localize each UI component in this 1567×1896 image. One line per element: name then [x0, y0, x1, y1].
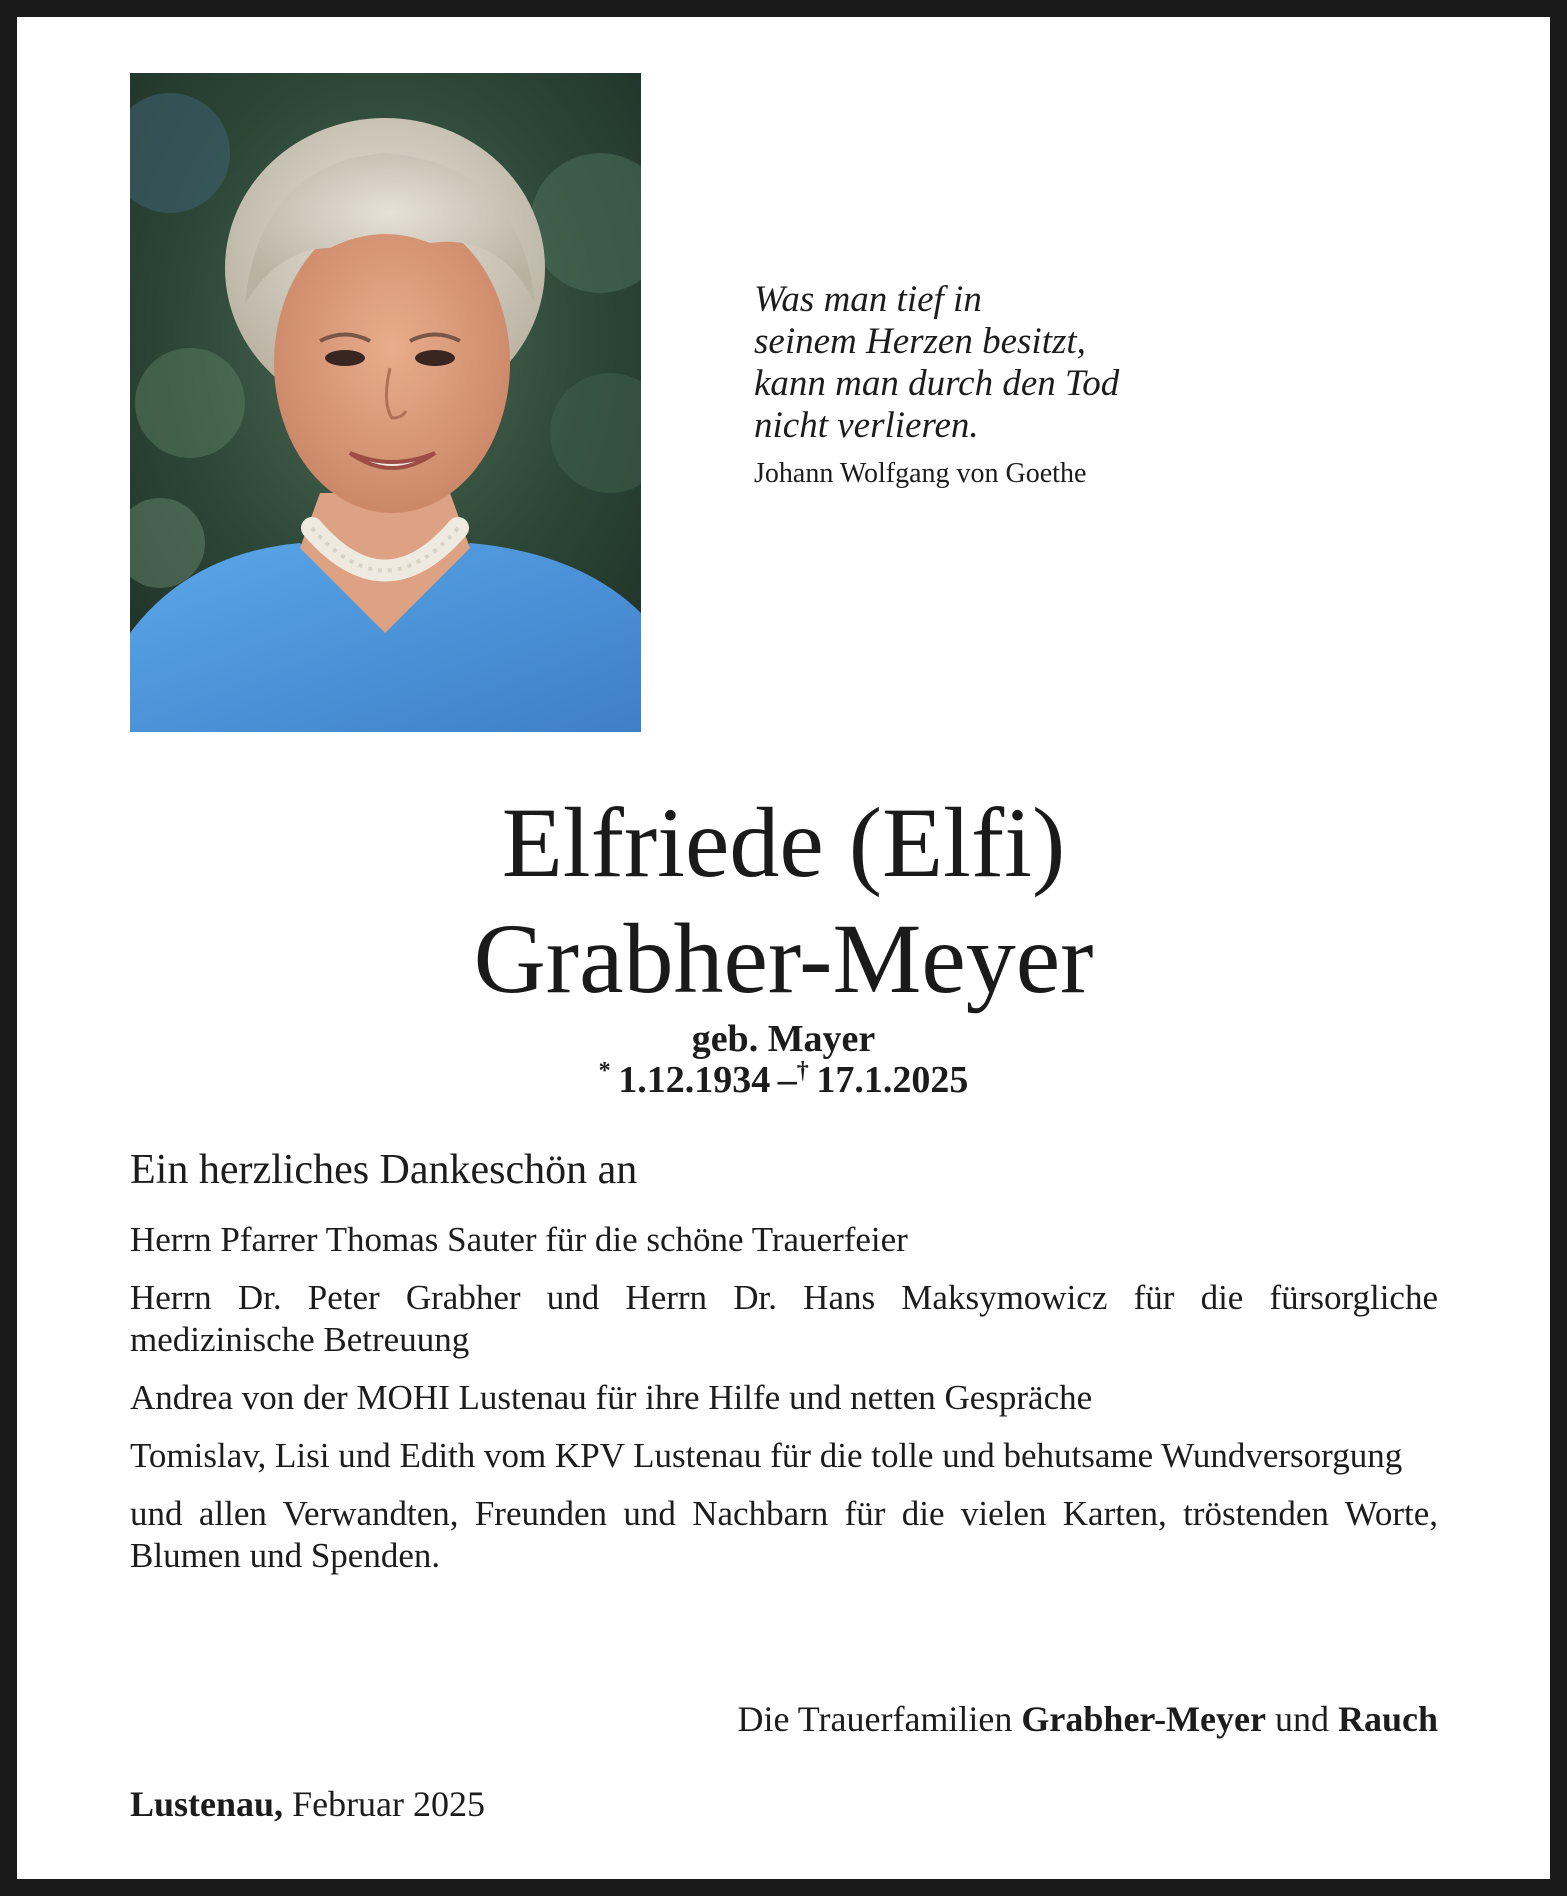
thanks-item: Tomislav, Lisi und Edith vom KPV Lustenau für die tolle und behutsame Wundversorgung — [130, 1436, 1403, 1475]
family-name: Rauch — [1337, 1699, 1438, 1739]
portrait-photo — [130, 73, 641, 732]
thanks-item: und allen Verwandten, Freunden und Nachbarn für die vielen Karten, tröstenden Worte, Blumen und Spenden. — [130, 1494, 1438, 1575]
obituary-page — [17, 17, 1550, 1879]
death-symbol: † — [796, 1058, 809, 1084]
life-dates — [17, 1059, 1550, 1101]
quote-author: Johann Wolfgang von Goethe — [754, 458, 1087, 489]
thanks-item: Herrn Dr. Peter Grabher und Herrn Dr. Hans Maksymowicz für die fürsorgliche medizinische Betreuung — [130, 1278, 1438, 1359]
thanks-heading: Ein herzliches Dankeschön an — [130, 1147, 638, 1193]
family-signature — [737, 1697, 1438, 1741]
family-name: Grabher-Meyer — [1021, 1699, 1266, 1739]
death-date: 17.1.2025 — [816, 1059, 969, 1101]
thanks-section — [130, 1145, 1438, 1593]
signature-conjunction: und — [1274, 1699, 1329, 1739]
thanks-item: Herrn Pfarrer Thomas Sauter für die schöne Trauerfeier — [130, 1220, 908, 1259]
place: Lustenau, — [130, 1784, 284, 1824]
date-separator: – — [777, 1059, 797, 1101]
deceased-first-name: Elfriede (Elfi) — [501, 787, 1066, 898]
deceased-last-name: Grabher-Meyer — [473, 903, 1094, 1014]
birth-symbol: * — [598, 1058, 611, 1084]
signature-prefix: Die Trauerfamilien — [737, 1699, 1013, 1739]
quote-line: Was man tief in — [754, 279, 982, 320]
date: Februar 2025 — [292, 1784, 486, 1824]
quote-line: kann man durch den Tod — [754, 363, 1120, 404]
quote-line: nicht verlieren. — [754, 405, 979, 446]
thanks-item: Andrea von der MOHI Lustenau für ihre Hilfe und netten Gespräche — [130, 1378, 1093, 1417]
quote-line: seinem Herzen besitzt, — [754, 321, 1086, 362]
goethe-quote — [754, 279, 1314, 491]
place-and-date — [130, 1782, 485, 1826]
maiden-name: geb. Mayer — [691, 1018, 876, 1060]
birth-date: 1.12.1934 — [618, 1059, 771, 1101]
deceased-header — [17, 785, 1550, 1101]
